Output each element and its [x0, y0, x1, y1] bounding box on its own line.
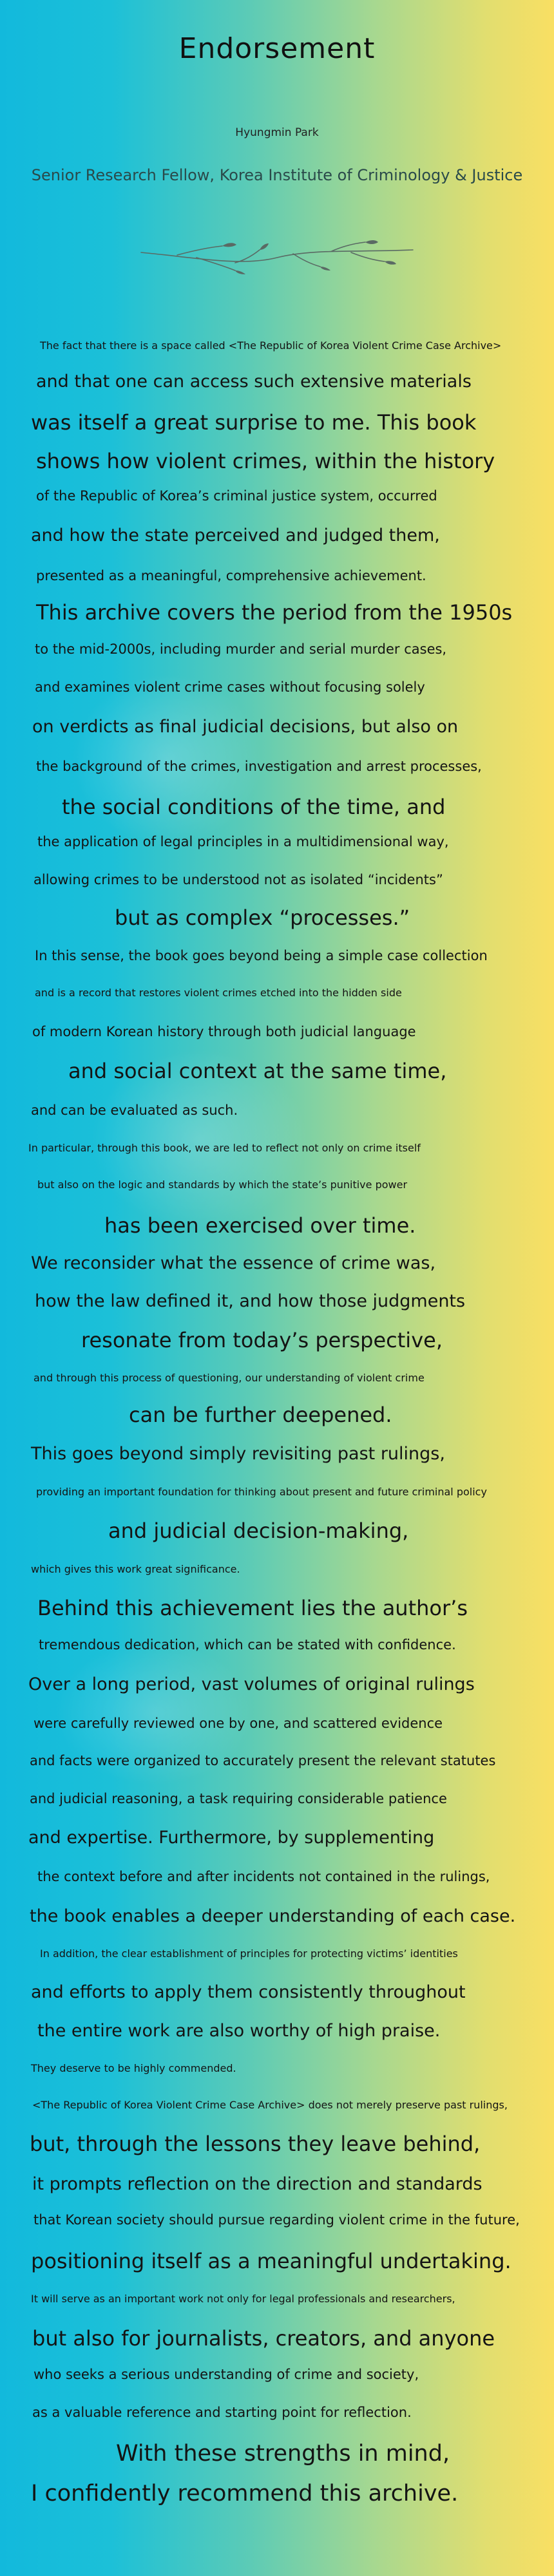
body-text-line: the entire work are also worthy of high praise. [37, 2021, 441, 2041]
body-text-line: to the mid-2000s, including murder and serial murder cases, [35, 641, 447, 657]
author-name: Hyungmin Park [235, 126, 319, 139]
body-text-line: With these strengths in mind, [116, 2441, 450, 2467]
body-text-line: This goes beyond simply revisiting past rulings, [31, 1444, 445, 1464]
body-text-line: were carefully reviewed one by one, and scattered evidence [33, 1716, 443, 1731]
body-text-line: the context before and after incidents not contained in the rulings, [37, 1869, 490, 1884]
body-text-line: which gives this work great significance. [31, 1563, 240, 1575]
body-text-line: the application of legal principles in a multidimensional way, [37, 834, 449, 849]
body-text-line: presented as a meaningful, comprehensive achievement. [36, 568, 426, 583]
body-text-line: but, through the lessons they leave behind, [30, 2132, 481, 2156]
body-text-line: but as complex “processes.” [115, 905, 410, 930]
leafy-branch-divider-icon [138, 238, 416, 274]
body-text-line: of the Republic of Korea’s criminal justice system, occurred [36, 488, 437, 504]
body-text-line: the book enables a deeper understanding of each case. [30, 1906, 516, 1926]
body-text-line: and facts were organized to accurately present the relevant statutes [30, 1753, 496, 1768]
body-text-line: as a valuable reference and starting point for reflection. [32, 2405, 412, 2420]
body-text-line: was itself a great surprise to me. This book [31, 410, 477, 435]
body-text-line: Over a long period, vast volumes of original rulings [28, 1674, 475, 1694]
body-text-line: positioning itself as a meaningful undertaking. [31, 2249, 511, 2273]
body-text-line: In this sense, the book goes beyond being a simple case collection [35, 948, 488, 963]
author-affiliation: Senior Research Fellow, Korea Institute of Criminology & Justice [31, 166, 523, 184]
body-text-line: on verdicts as final judicial decisions, but also on [32, 717, 459, 737]
body-text-line: <The Republic of Korea Violent Crime Case Archive> does not merely preserve past rulings, [32, 2099, 508, 2111]
body-text-line: and judicial reasoning, a task requiring considerable patience [30, 1791, 447, 1806]
body-text-line: but also for journalists, creators, and anyone [32, 2326, 495, 2351]
page-title: Endorsement [178, 32, 376, 65]
body-text-line: and social context at the same time, [68, 1059, 447, 1083]
body-text-line: This archive covers the period from the 1950s [36, 600, 513, 625]
body-text-line: but also on the logic and standards by which the state’s punitive power [37, 1179, 408, 1191]
body-text-line: the background of the crimes, investigation and arrest processes, [36, 759, 482, 774]
body-text-line: can be further deepened. [129, 1403, 392, 1427]
body-text-line: shows how violent crimes, within the history [36, 449, 495, 473]
body-text-line: They deserve to be highly commended. [31, 2062, 236, 2074]
body-text-line: resonate from today’s perspective, [81, 1328, 443, 1352]
body-text-line: and examines violent crime cases without focusing solely [35, 679, 425, 695]
body-text-line: and that one can access such extensive materials [36, 372, 472, 392]
body-text-line: and expertise. Furthermore, by supplementing [28, 1828, 435, 1848]
body-text-line: how the law defined it, and how those judgments [35, 1291, 466, 1311]
body-text-line: In particular, through this book, we are led to reflect not only on crime itself [28, 1142, 421, 1154]
body-text-line: and judicial decision-making, [108, 1519, 409, 1543]
body-text-line: allowing crimes to be understood not as isolated “incidents” [33, 872, 443, 887]
body-text-line: providing an important foundation for thinking about present and future criminal policy [36, 1486, 487, 1498]
body-text-line: and how the state perceived and judged them, [31, 526, 440, 545]
body-text-line: the social conditions of the time, and [62, 795, 446, 819]
body-text-line: It will serve as an important work not only for legal professionals and researchers, [31, 2293, 455, 2305]
body-text-line: it prompts reflection on the direction and standards [32, 2174, 482, 2194]
body-text-line: has been exercised over time. [104, 1213, 416, 1238]
body-text-line: We reconsider what the essence of crime was, [31, 1253, 436, 1273]
body-text-line: I confidently recommend this archive. [31, 2481, 459, 2506]
body-text-line: and is a record that restores violent crimes etched into the hidden side [35, 987, 402, 999]
body-text-line: who seeks a serious understanding of crime and society, [33, 2367, 419, 2382]
body-text-line: The fact that there is a space called <The Republic of Korea Violent Crime Case Archive> [40, 339, 502, 352]
body-text-line: tremendous dedication, which can be stated with confidence. [39, 1637, 456, 1653]
body-text-line: that Korean society should pursue regarding violent crime in the future, [33, 2212, 520, 2228]
body-text-line: In addition, the clear establishment of principles for protecting victims’ identities [40, 1947, 458, 1960]
body-text-line: and through this process of questioning, our understanding of violent crime [33, 1372, 425, 1384]
body-text-line: and efforts to apply them consistently throughout [31, 1982, 466, 2002]
body-text-line: of modern Korean history through both judicial language [32, 1024, 416, 1039]
body-text-line: Behind this achievement lies the author’s [37, 1596, 468, 1620]
body-text-line: and can be evaluated as such. [31, 1103, 238, 1118]
